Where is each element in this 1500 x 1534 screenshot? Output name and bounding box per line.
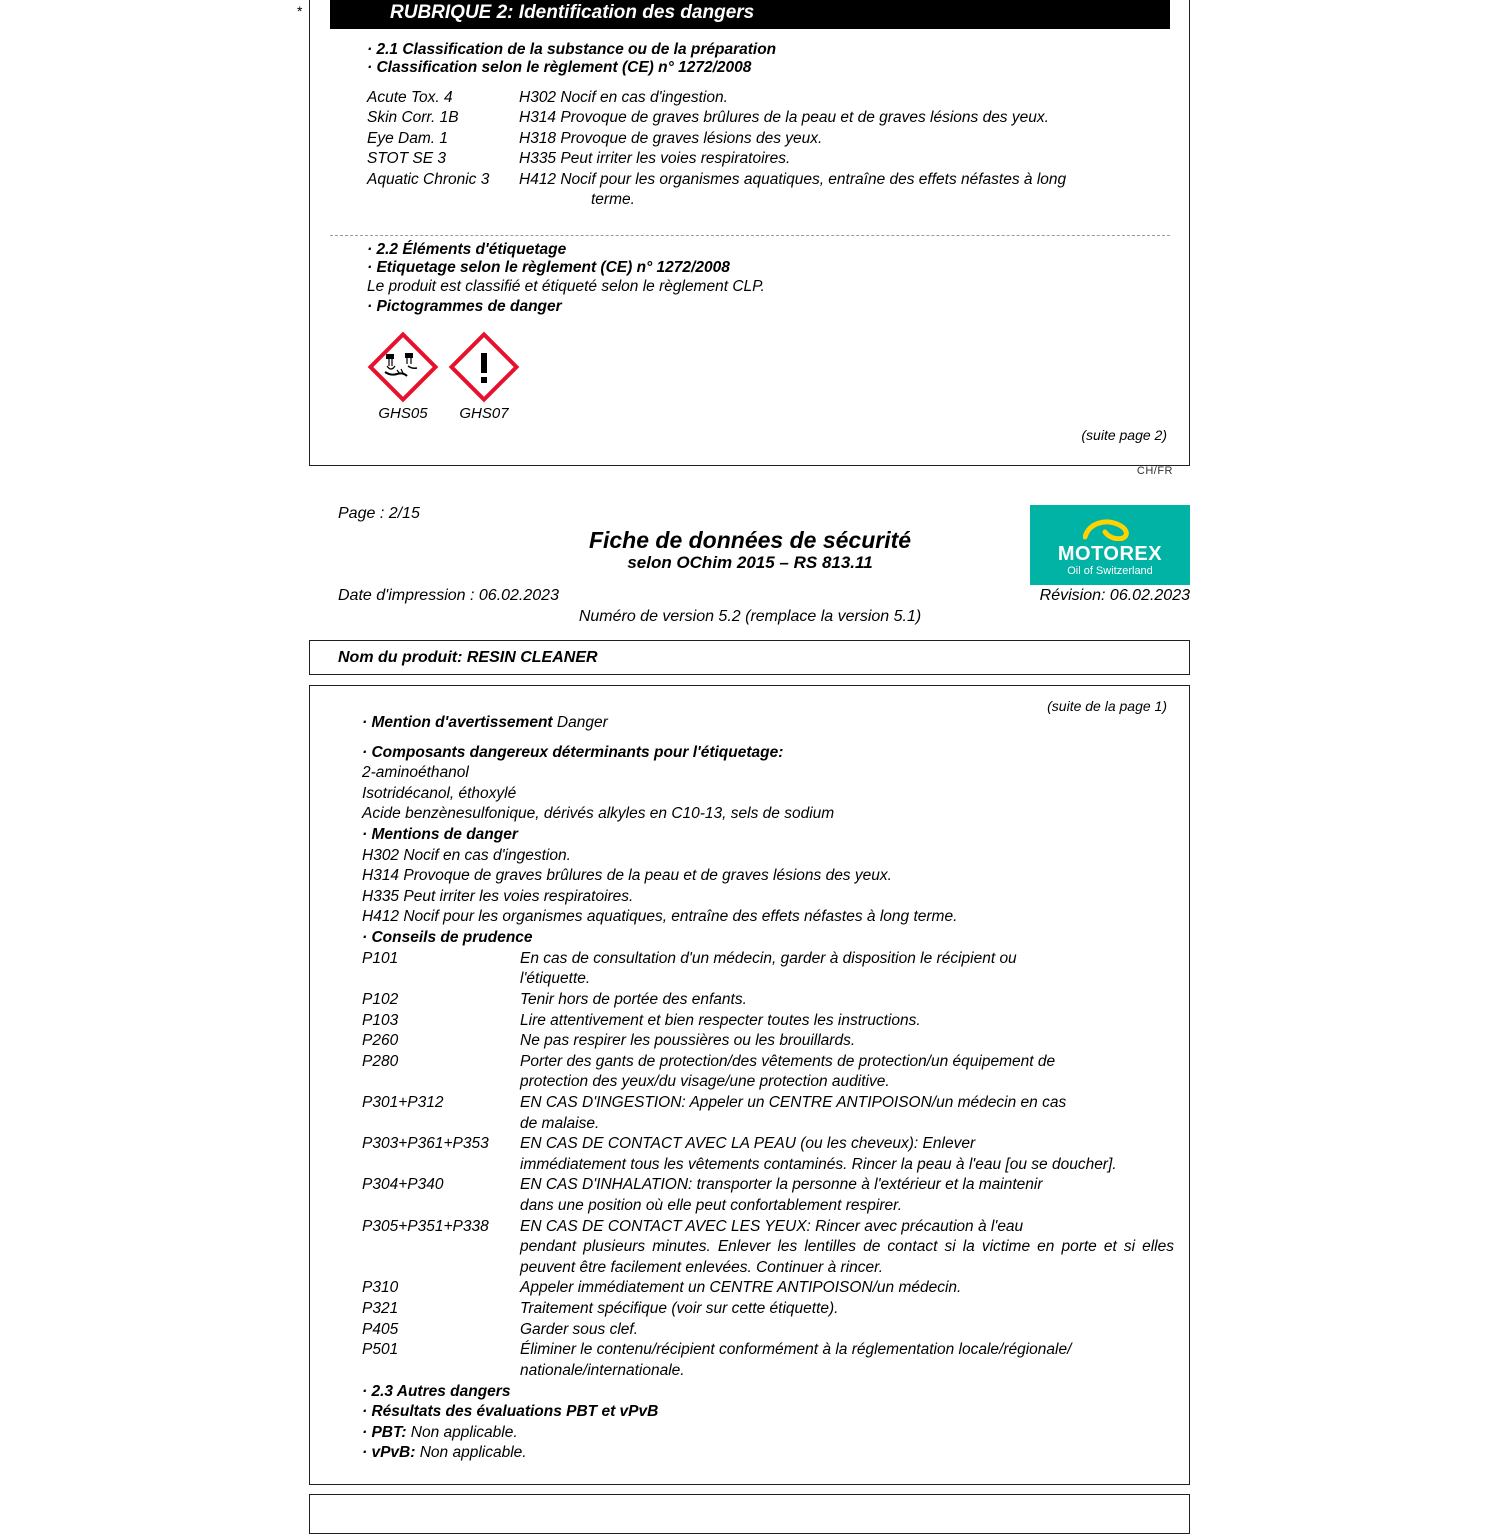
precaution-row <box>362 1093 1174 1114</box>
precaution-text-cont: protection des yeux/du visage/une protection auditive. <box>520 1073 890 1091</box>
precaution-row <box>362 990 1174 1011</box>
precaution-text: Appeler immédiatement un CENTRE ANTIPOISON/un médecin. <box>520 1279 962 1297</box>
precaution-row <box>362 1299 1174 1320</box>
logo-swoosh-icon <box>1083 519 1137 541</box>
page-number: Page : 2/15 <box>338 505 420 522</box>
page-title: Fiche de données de sécurité <box>588 527 912 553</box>
classification-text-line1: H412 Nocif pour les organismes aquatiques, entraîne des effets néfastes à long <box>519 170 1067 188</box>
subsection-2-2-label: · 2.2 Éléments d'étiquetage <box>367 241 567 258</box>
component-item: Isotridécanol, éthoxylé <box>362 784 517 802</box>
precaution-row <box>362 1340 1174 1361</box>
precaution-row <box>362 1052 1174 1073</box>
precaution-text: EN CAS DE CONTACT AVEC LA PEAU (ou les cheveux): Enlever <box>520 1135 976 1153</box>
pbt-value: Non applicable. <box>410 1423 518 1441</box>
pbt-row <box>362 1423 1174 1444</box>
precaution-row <box>362 1217 1174 1238</box>
precaution-text: EN CAS DE CONTACT AVEC LES YEUX: Rincer avec précaution à l'eau <box>520 1217 1024 1235</box>
labelling-regulation-label: · Etiquetage selon le règlement (CE) n° 1272/2008 <box>367 259 730 276</box>
page-subtitle: selon OChim 2015 – RS 813.11 <box>627 553 873 572</box>
pictogram-label-ghs05: GHS05 <box>378 405 428 422</box>
hazard-statement: H412 Nocif pour les organismes aquatiques, entraîne des effets néfastes à long terme. <box>362 908 958 926</box>
logo-name: MOTOREX <box>1057 543 1163 565</box>
precaution-text-cont: dans une position où elle peut confortablement respirer. <box>520 1197 902 1215</box>
hazard-statements-label: · Mentions de danger <box>362 826 518 844</box>
classification-text: H335 Peut irriter les voies respiratoires. <box>519 150 791 168</box>
precautionary-statements-label: · Conseils de prudence <box>362 929 533 947</box>
precaution-code: P280 <box>362 1052 399 1070</box>
precaution-text: EN CAS D'INHALATION: transporter la personne à l'extérieur et la maintenir <box>520 1176 1043 1194</box>
continuation-note: (suite de la page 1) <box>1047 698 1167 714</box>
pictogram-labels <box>367 405 520 422</box>
precaution-text-cont: pendant plusieurs minutes. Enlever les lentilles de contact si la victime en porte et si elles peuvent être facilement enlevées. Continuer à rincer. <box>520 1238 1174 1276</box>
precaution-text: Traitement spécifique (voir sur cette étiquette). <box>520 1300 839 1318</box>
divider <box>330 235 1170 236</box>
classification-code: Acute Tox. 4 <box>367 89 453 106</box>
section-2-box <box>309 0 1190 477</box>
pbt-label: · PBT: <box>362 1423 407 1441</box>
table-row <box>367 108 1179 128</box>
precaution-text: Éliminer le contenu/récipient conformément à la réglementation locale/régionale/ <box>520 1341 1072 1359</box>
logo-tagline: Oil of Switzerland <box>1067 565 1153 577</box>
precaution-text: En cas de consultation d'un médecin, garder à disposition le récipient ou <box>520 949 1017 967</box>
section-asterisk: * <box>297 3 303 19</box>
section-content <box>362 713 1174 1464</box>
precaution-row <box>362 1175 1174 1196</box>
precaution-code: P305+P351+P338 <box>362 1217 489 1235</box>
hazard-statement: H314 Provoque de graves brûlures de la peau et de graves lésions des yeux. <box>362 867 892 885</box>
precaution-text-cont: nationale/internationale. <box>520 1361 685 1379</box>
pictograms-label: · Pictogrammes de danger <box>367 297 562 315</box>
section-2-continuation-box <box>309 685 1190 1485</box>
classification-regulation-label: · Classification selon le règlement (CE) n° 1272/2008 <box>367 59 752 76</box>
precaution-row <box>362 1031 1174 1052</box>
precaution-text: EN CAS D'INGESTION: Appeler un CENTRE ANTIPOISON/un médecin en cas <box>520 1093 1067 1111</box>
exclamation-mark-icon <box>473 347 495 387</box>
precaution-row <box>362 949 1174 970</box>
next-section-box <box>309 1494 1190 1534</box>
precaution-row <box>362 1134 1174 1155</box>
precaution-text-cont: immédiatement tous les vêtements contaminés. Rincer la peau à l'eau [ou se doucher]. <box>520 1155 1117 1173</box>
precaution-row <box>362 1278 1174 1299</box>
precaution-text-cont: l'étiquette. <box>520 970 591 988</box>
product-name-box <box>309 640 1190 675</box>
ghs07-exclamation-icon <box>448 331 520 403</box>
version-number: Numéro de version 5.2 (remplace la version 5.1) <box>578 608 922 625</box>
section-heading: RUBRIQUE 2: Identification des dangers <box>330 0 1170 29</box>
footer-country-code: CH/FR <box>1136 465 1173 477</box>
precaution-text: Tenir hors de portée des enfants. <box>520 990 747 1008</box>
revision-date: Révision: 06.02.2023 <box>1039 587 1190 604</box>
component-item: 2-aminoéthanol <box>362 764 469 782</box>
precaution-text: Porter des gants de protection/des vêtements de protection/un équipement de <box>520 1052 1056 1070</box>
classification-code: Skin Corr. 1B <box>367 109 459 127</box>
precaution-code: P301+P312 <box>362 1093 444 1111</box>
precaution-text: Garder sous clef. <box>520 1320 639 1338</box>
precaution-code: P405 <box>362 1320 399 1338</box>
table-row <box>367 149 1179 169</box>
precaution-text: Lire attentivement et bien respecter toutes les instructions. <box>520 1011 921 1029</box>
motorex-logo <box>1030 505 1190 585</box>
print-date: Date d'impression : 06.02.2023 <box>338 587 559 604</box>
signal-word-label: · Mention d'avertissement <box>362 714 553 731</box>
classification-code: STOT SE 3 <box>367 150 446 168</box>
clp-note: Le produit est classifié et étiqueté selon le règlement CLP. <box>367 278 765 295</box>
precaution-code: P303+P361+P353 <box>362 1135 489 1153</box>
ghs05-corrosion-icon <box>367 331 439 403</box>
classification-text: H318 Provoque de graves lésions des yeux. <box>519 129 823 147</box>
precaution-row <box>362 1011 1174 1032</box>
continuation-note: (suite page 2) <box>1081 427 1167 443</box>
precaution-code: P101 <box>362 949 399 967</box>
vpvb-value: Non applicable. <box>419 1444 527 1462</box>
classification-text: H302 Nocif en cas d'ingestion. <box>519 89 728 106</box>
precaution-text: Ne pas respirer les poussières ou les brouillards. <box>520 1032 856 1050</box>
classification-text-line2: terme. <box>591 191 635 209</box>
classification-table <box>367 88 1179 211</box>
pictogram-group <box>367 331 520 422</box>
precaution-code: P310 <box>362 1279 399 1297</box>
signal-word-value: Danger <box>556 714 608 731</box>
precaution-code: P304+P340 <box>362 1176 444 1194</box>
classification-text: H314 Provoque de graves brûlures de la peau et de graves lésions des yeux. <box>519 109 1049 127</box>
vpvb-label: · vPvB: <box>362 1444 416 1462</box>
vpvb-row <box>362 1443 1174 1464</box>
pictogram-label-ghs07: GHS07 <box>459 405 509 422</box>
hazard-statement: H302 Nocif en cas d'ingestion. <box>362 846 571 864</box>
precaution-code: P103 <box>362 1011 399 1029</box>
precaution-text-cont: de malaise. <box>520 1114 600 1132</box>
classification-code: Aquatic Chronic 3 <box>367 170 490 188</box>
component-item: Acide benzènesulfonique, dérivés alkyles en C10-13, sels de sodium <box>362 805 835 823</box>
classification-text <box>519 170 1179 211</box>
signal-word-row <box>362 713 1174 734</box>
pbt-results-label: · Résultats des évaluations PBT et vPvB <box>362 1403 659 1421</box>
classification-code: Eye Dam. 1 <box>367 129 448 147</box>
precaution-code: P102 <box>362 990 399 1008</box>
subsection-2-1-label: · 2.1 Classification de la substance ou de la préparation <box>367 41 777 58</box>
table-row <box>367 88 1179 108</box>
corrosion-icon <box>383 350 423 384</box>
subsection-2-3-label: · 2.3 Autres dangers <box>362 1382 511 1400</box>
precaution-code: P321 <box>362 1300 399 1318</box>
table-row <box>367 129 1179 149</box>
precaution-code: P260 <box>362 1032 399 1050</box>
hazard-statement: H335 Peut irriter les voies respiratoires. <box>362 887 634 905</box>
precaution-row <box>362 1320 1174 1341</box>
product-name-label: Nom du produit: RESIN CLEANER <box>338 649 598 666</box>
precaution-code: P501 <box>362 1341 399 1359</box>
table-row <box>367 170 1179 211</box>
hazardous-components-label: · Composants dangereux déterminants pour l'étiquetage: <box>362 743 784 761</box>
